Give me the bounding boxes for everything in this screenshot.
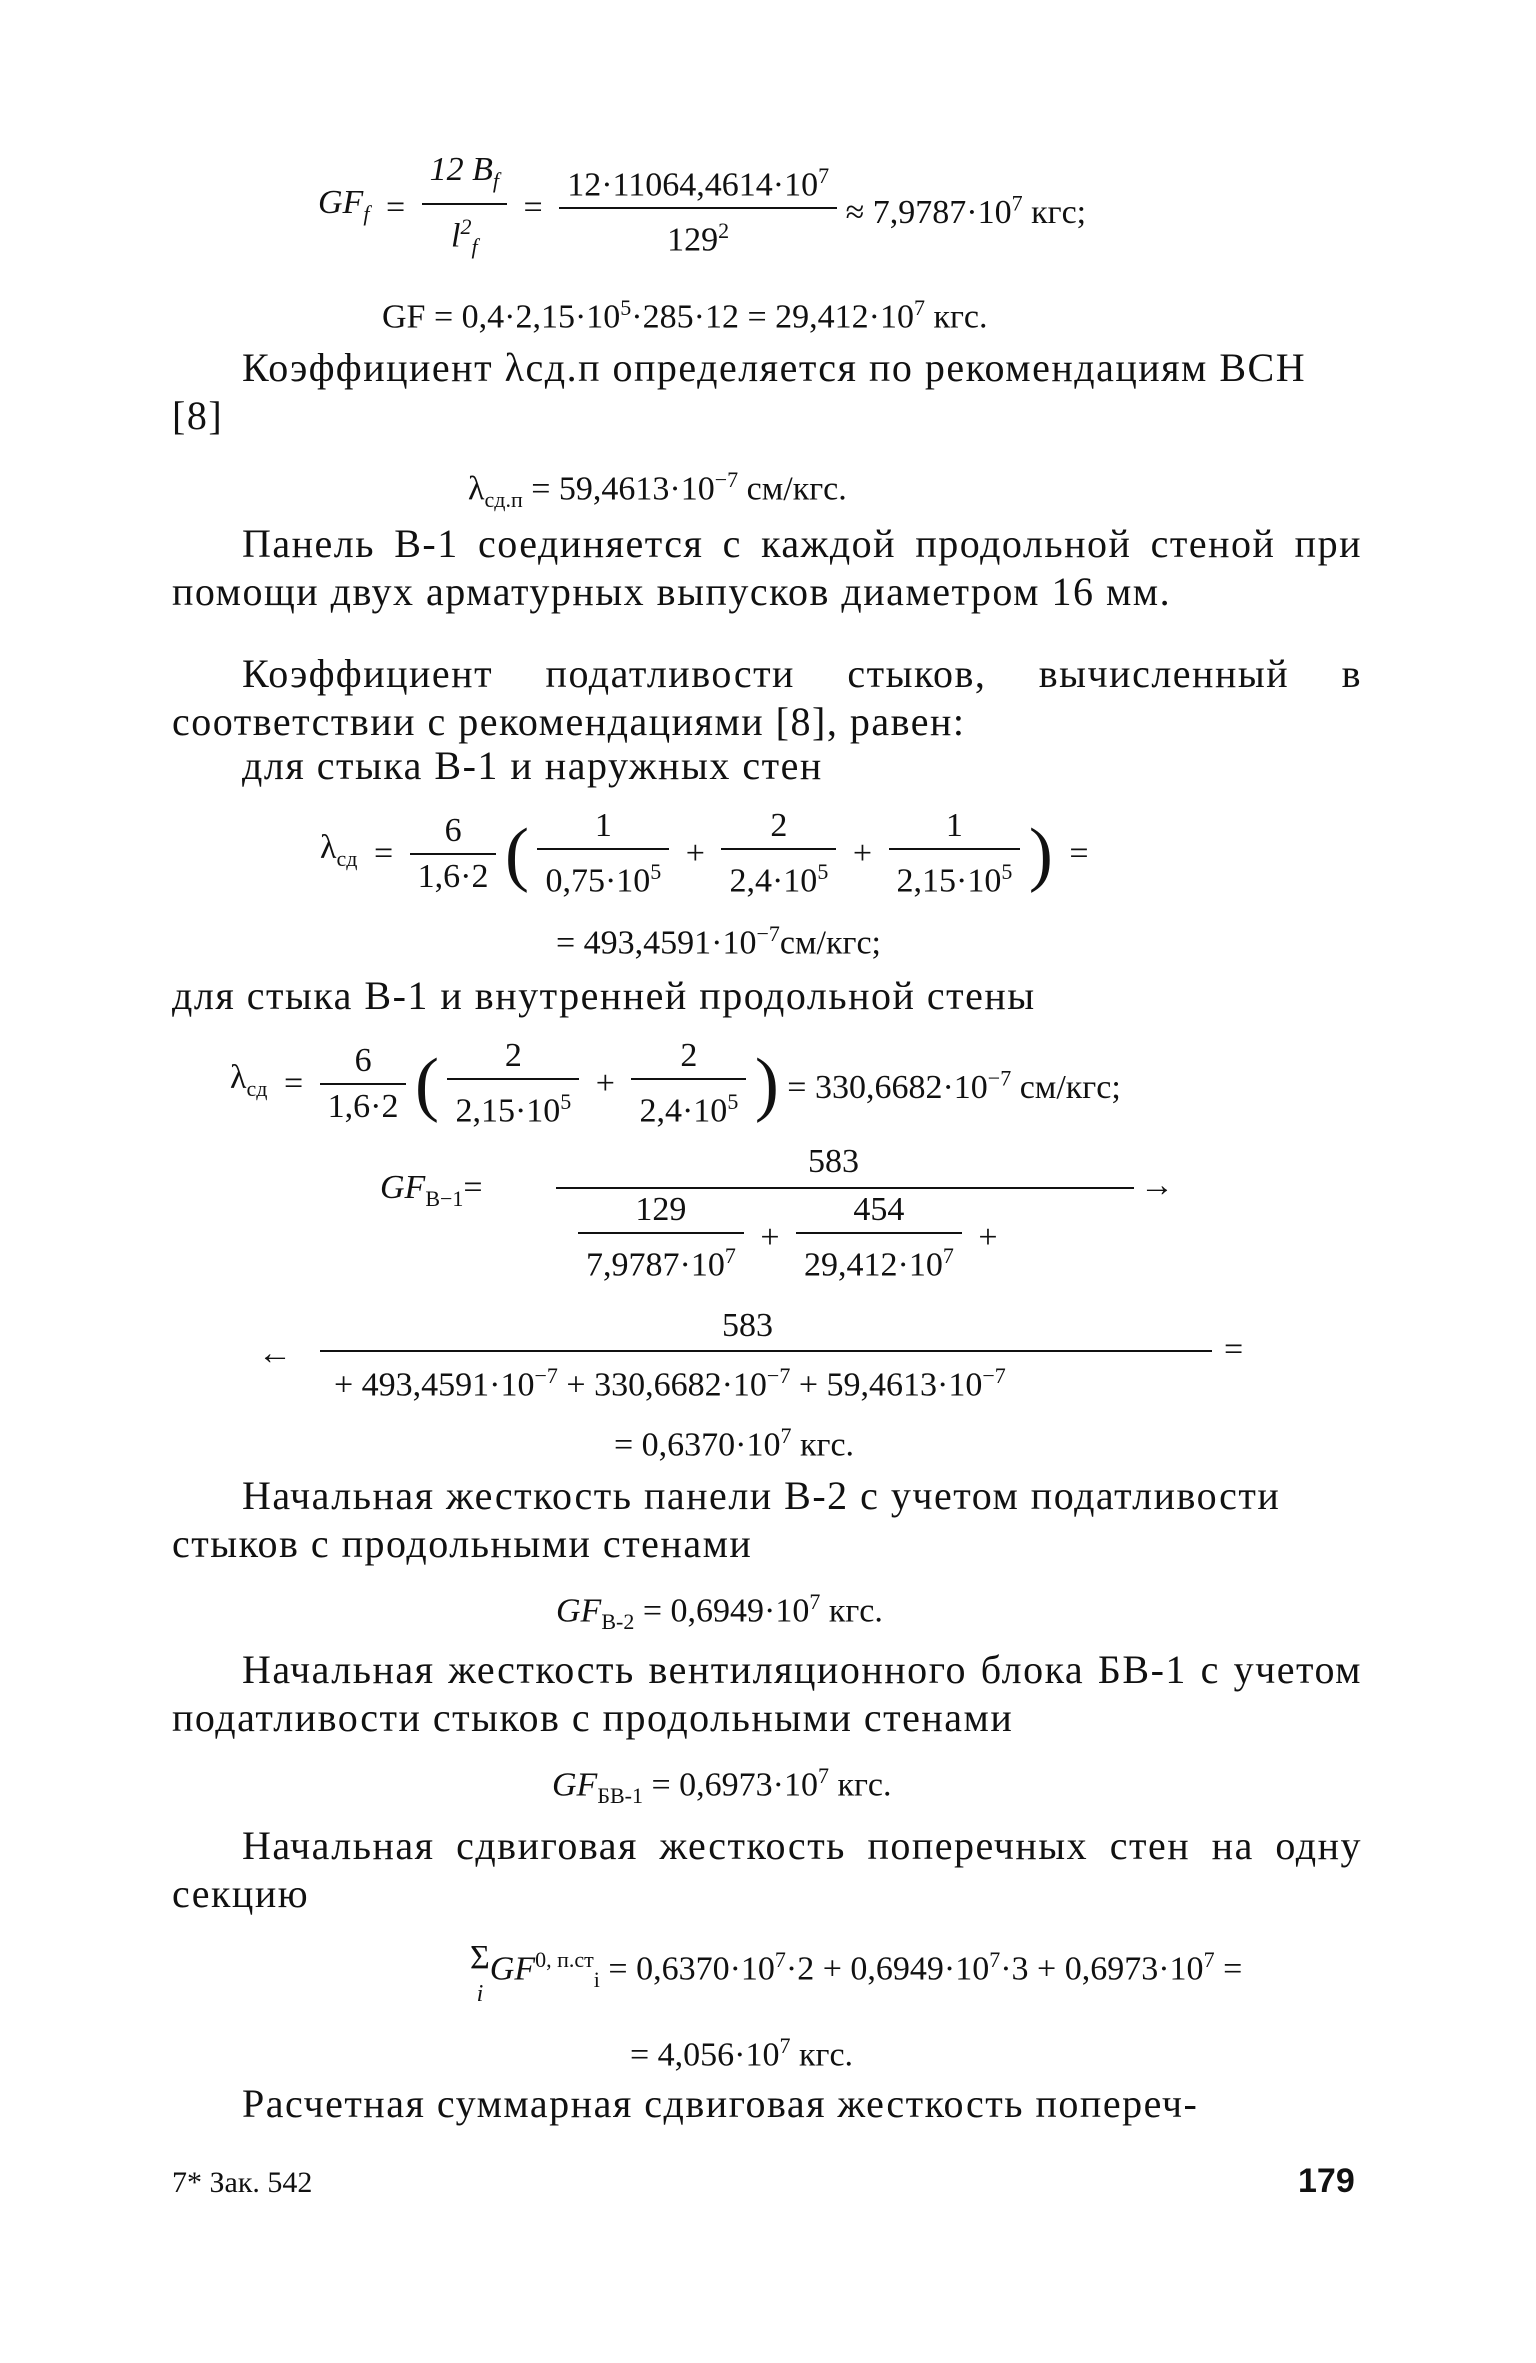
fraction: $\frac{129}{7,9787\cdot 10^7}$ xyxy=(578,1190,744,1285)
formula-gfb1-num2: 583 xyxy=(722,1307,773,1344)
arrow-right-icon: → xyxy=(1140,1167,1174,1204)
fraction: $\frac{2}{2,4\cdot 10^5}$ xyxy=(631,1036,746,1131)
formula-gfb1-lhs: $GF_{В-1}=$ xyxy=(380,1169,483,1211)
formula-gfb1-den2: + $493,4591\cdot 10^{-7} + 330,6682\cdot 10^{-7} + 59,4613\cdot 10^{-7}$ xyxy=(334,1363,1006,1404)
formula-gfb1-denominator: $\frac{129}{7,9787\cdot 10^7}$ + $\frac{454}{29,412\cdot 10^7}$ + xyxy=(578,1190,1006,1285)
paragraph: для стыка В-1 и внутренней продольной стены xyxy=(172,973,1036,1018)
formula-gfb2: $GF_{В-2} = 0,6949\cdot 10^7$ кгс. xyxy=(556,1589,883,1635)
paragraph: Коэффициент λсд.п определяется по рекомендациям ВСН [8] xyxy=(172,345,1307,438)
paragraph: Коэффициент податливости стыков, вычисленный в соответствии с рекомендациями [8], равен: xyxy=(172,651,1362,744)
paragraph: Панель В-1 соединяется с каждой продольной стеной при помощи двух арматурных выпусков диаметром 16 мм. xyxy=(172,521,1362,614)
fraction: $\frac{12 B_f}{l^2_f}$ xyxy=(422,150,507,267)
formula-lambda-sd-2: $\lambda_{сд}$ = $\frac{6}{1,6\cdot 2}$ ( $\frac{2}{2,15\cdot 10^5}$ + $\frac{2}{2,4\cdot 10^5}$ ) = $330,6682\cdot 10^{-7}$ см/кгс; xyxy=(230,1037,1121,1130)
formula-lambda-sd-1-result: = $493,4591\cdot 10^{-7}см$/кгс; xyxy=(556,921,881,962)
fraction: $\frac{1}{2,15\cdot 10^5}$ xyxy=(889,806,1021,901)
fraction: $\frac{12\cdot 11064,4614\cdot 10^7}{129^2}$ xyxy=(559,156,837,261)
equals-sign: = xyxy=(1224,1331,1244,1368)
fraction-bar xyxy=(556,1187,1134,1189)
fraction: $\frac{6}{1,6\cdot 2}$ xyxy=(410,811,497,897)
page-number: 179 xyxy=(1298,2162,1355,2200)
formula-lambda-sdp: $\lambda_{сд.п} = 59,4613\cdot 10^{-7}$ см/кгс. xyxy=(468,467,847,513)
formula-gf: GF = $0,4\cdot 2,15\cdot 10^5\cdot 285\cdot 12 = 29,412\cdot 10^7$ кгс. xyxy=(382,295,988,336)
formula-gff: $GF_f$ = $\frac{12 B_f}{l^2_f}$ = $\frac{12\cdot 11064,4614\cdot 10^7}{129^2}$ ≈ $7,9787\cdot 10^7$ кгс; xyxy=(318,150,1086,267)
formula-sum-result: = $4,056\cdot 10^7$ кгс. xyxy=(630,2033,854,2074)
fraction: $\frac{2}{2,4\cdot 10^5}$ xyxy=(721,806,836,901)
fraction-bar xyxy=(320,1350,1212,1352)
fraction: $\frac{6}{1,6\cdot 2}$ xyxy=(320,1041,407,1127)
formula-gfb1-num: 583 xyxy=(808,1143,859,1180)
formula-sum: Σ i $GF^{0, п.ст}_i = 0,6370\cdot 10^7\cdot 2 + 0,6949\cdot 10^7\cdot 3 + 0,6973\cdot 10^7$ = xyxy=(470,1939,1243,2007)
footer-print-mark: 7* Зак. 542 xyxy=(172,2166,313,2199)
paragraph: Расчетная суммарная сдвиговая жесткость попереч- xyxy=(242,2081,1199,2126)
paragraph: для стыка В-1 и наружных стен xyxy=(242,743,823,788)
paragraph: Начальная сдвиговая жесткость поперечных стен на одну секцию xyxy=(172,1823,1362,1916)
formula-gfb1-result: = $0,6370\cdot 10^7$ кгс. xyxy=(614,1423,855,1464)
formula-lambda-sd-1: $\lambda_{сд}$ = $\frac{6}{1,6\cdot 2}$ ( $\frac{1}{0,75\cdot 10^5}$ + $\frac{2}{2,4\cdot 10^5}$ + $\frac{1}{2,15\cdot 10^5}$ ) = xyxy=(320,807,1089,900)
paragraph: Начальная жесткость вентиляционного блока БВ-1 с учетом податливости стыков с продольными стенами xyxy=(172,1647,1362,1740)
fraction: $\frac{1}{0,75\cdot 10^5}$ xyxy=(537,806,669,901)
formula-gfbb1: $GF_{БВ-1} = 0,6973\cdot 10^7$ кгс. xyxy=(552,1763,892,1809)
arrow-left-icon: ← xyxy=(258,1335,292,1372)
fraction: $\frac{454}{29,412\cdot 10^7}$ xyxy=(796,1190,962,1285)
paragraph: Начальная жесткость панели В-2 с учетом податливости стыков с продольными стенами xyxy=(172,1473,1281,1566)
fraction: $\frac{2}{2,15\cdot 10^5}$ xyxy=(447,1036,579,1131)
